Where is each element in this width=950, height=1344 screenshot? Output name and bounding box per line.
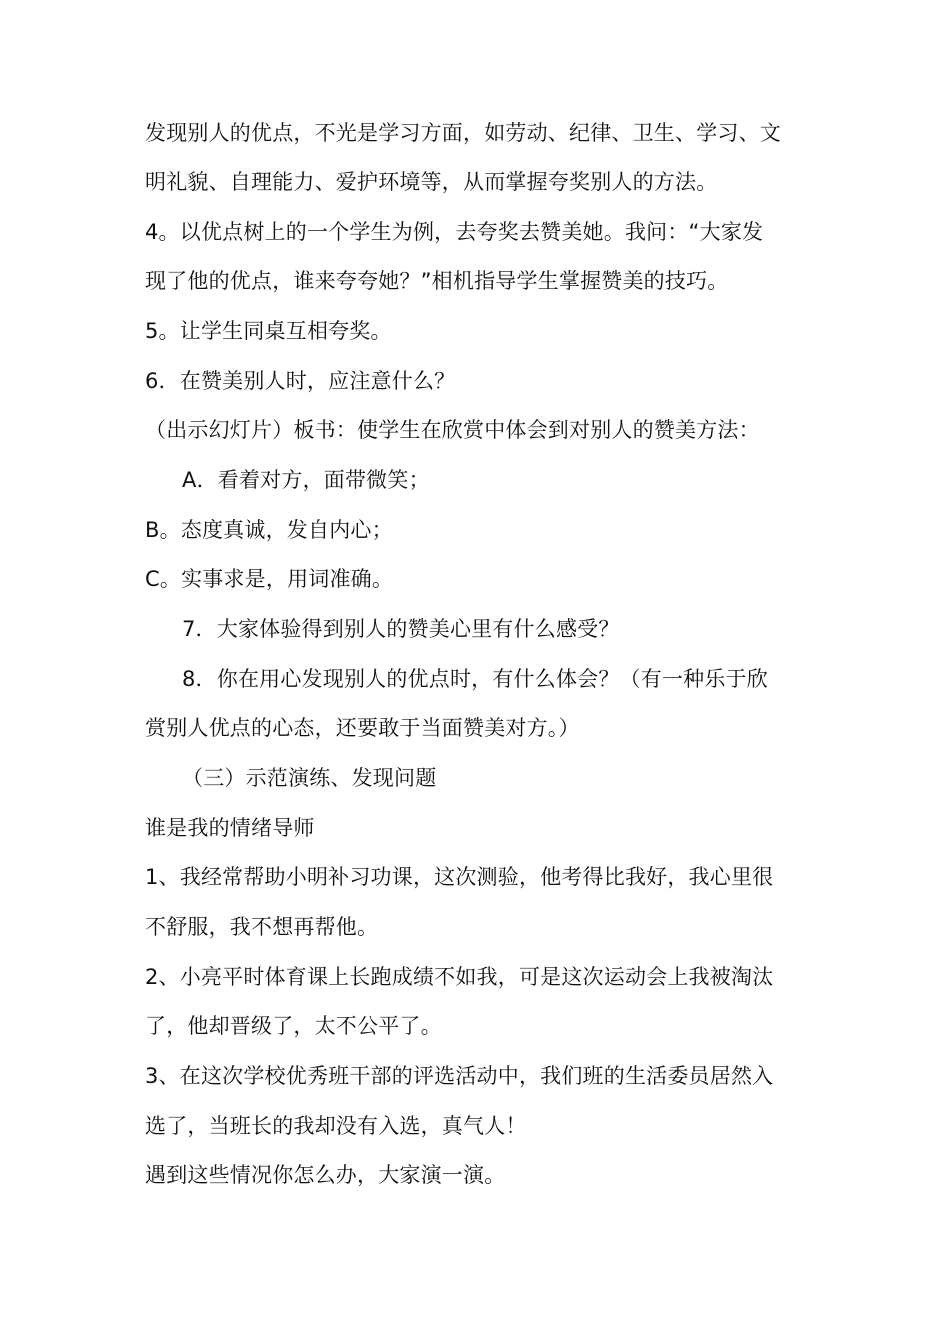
paragraph-line: 8．你在用心发现别人的优点时，有什么体会？（有一种乐于欣: [182, 667, 768, 691]
paragraph-line: 4。以优点树上的一个学生为例，去夸奖去赞美她。我问：“大家发: [145, 220, 764, 244]
paragraph-line: 3、在这次学校优秀班干部的评选活动中，我们班的生活委员居然入: [145, 1064, 774, 1088]
paragraph-line: 不舒服，我不想再帮他。: [145, 915, 379, 939]
paragraph-line: 2、小亮平时体育课上长跑成绩不如我，可是这次运动会上我被淘汰: [145, 965, 774, 989]
paragraph-line: 明礼貌、自理能力、爱护环境等，从而掌握夸奖别人的方法。: [145, 170, 718, 194]
paragraph-line: C。实事求是，用词准确。: [145, 567, 394, 591]
paragraph-line: 7．大家体验得到别人的赞美心里有什么感受？: [182, 617, 620, 641]
paragraph-line: 现了他的优点，谁来夸夸她？”相机指导学生掌握赞美的技巧。: [145, 269, 729, 293]
paragraph-line: 遇到这些情况你怎么办，大家演一演。: [145, 1163, 506, 1187]
paragraph-line: 选了，当班长的我却没有入选，真气人！: [145, 1114, 527, 1138]
paragraph-line: 1、我经常帮助小明补习功课，这次测验，他考得比我好，我心里很: [145, 865, 774, 889]
section-heading: （三）示范演练、发现问题: [182, 766, 437, 790]
paragraph-line: 5。让学生同桌互相夸奖。: [145, 319, 392, 343]
paragraph-line: （出示幻灯片）板书：使学生在欣赏中体会到对别人的赞美方法：: [145, 418, 760, 442]
paragraph-line: B。态度真诚，发自内心；: [145, 518, 393, 542]
paragraph-line: 了，他却晋级了，太不公平了。: [145, 1014, 442, 1038]
paragraph-line: 赏别人优点的心态，还要敢于当面赞美对方。）: [145, 716, 580, 740]
subheading: 谁是我的情绪导师: [145, 816, 315, 840]
paragraph-line: 6．在赞美别人时，应注意什么？: [145, 369, 456, 393]
paragraph-line: 发现别人的优点，不光是学习方面，如劳动、纪律、卫生、学习、文: [145, 121, 781, 145]
paragraph-line: A．看着对方，面带微笑；: [182, 468, 430, 492]
